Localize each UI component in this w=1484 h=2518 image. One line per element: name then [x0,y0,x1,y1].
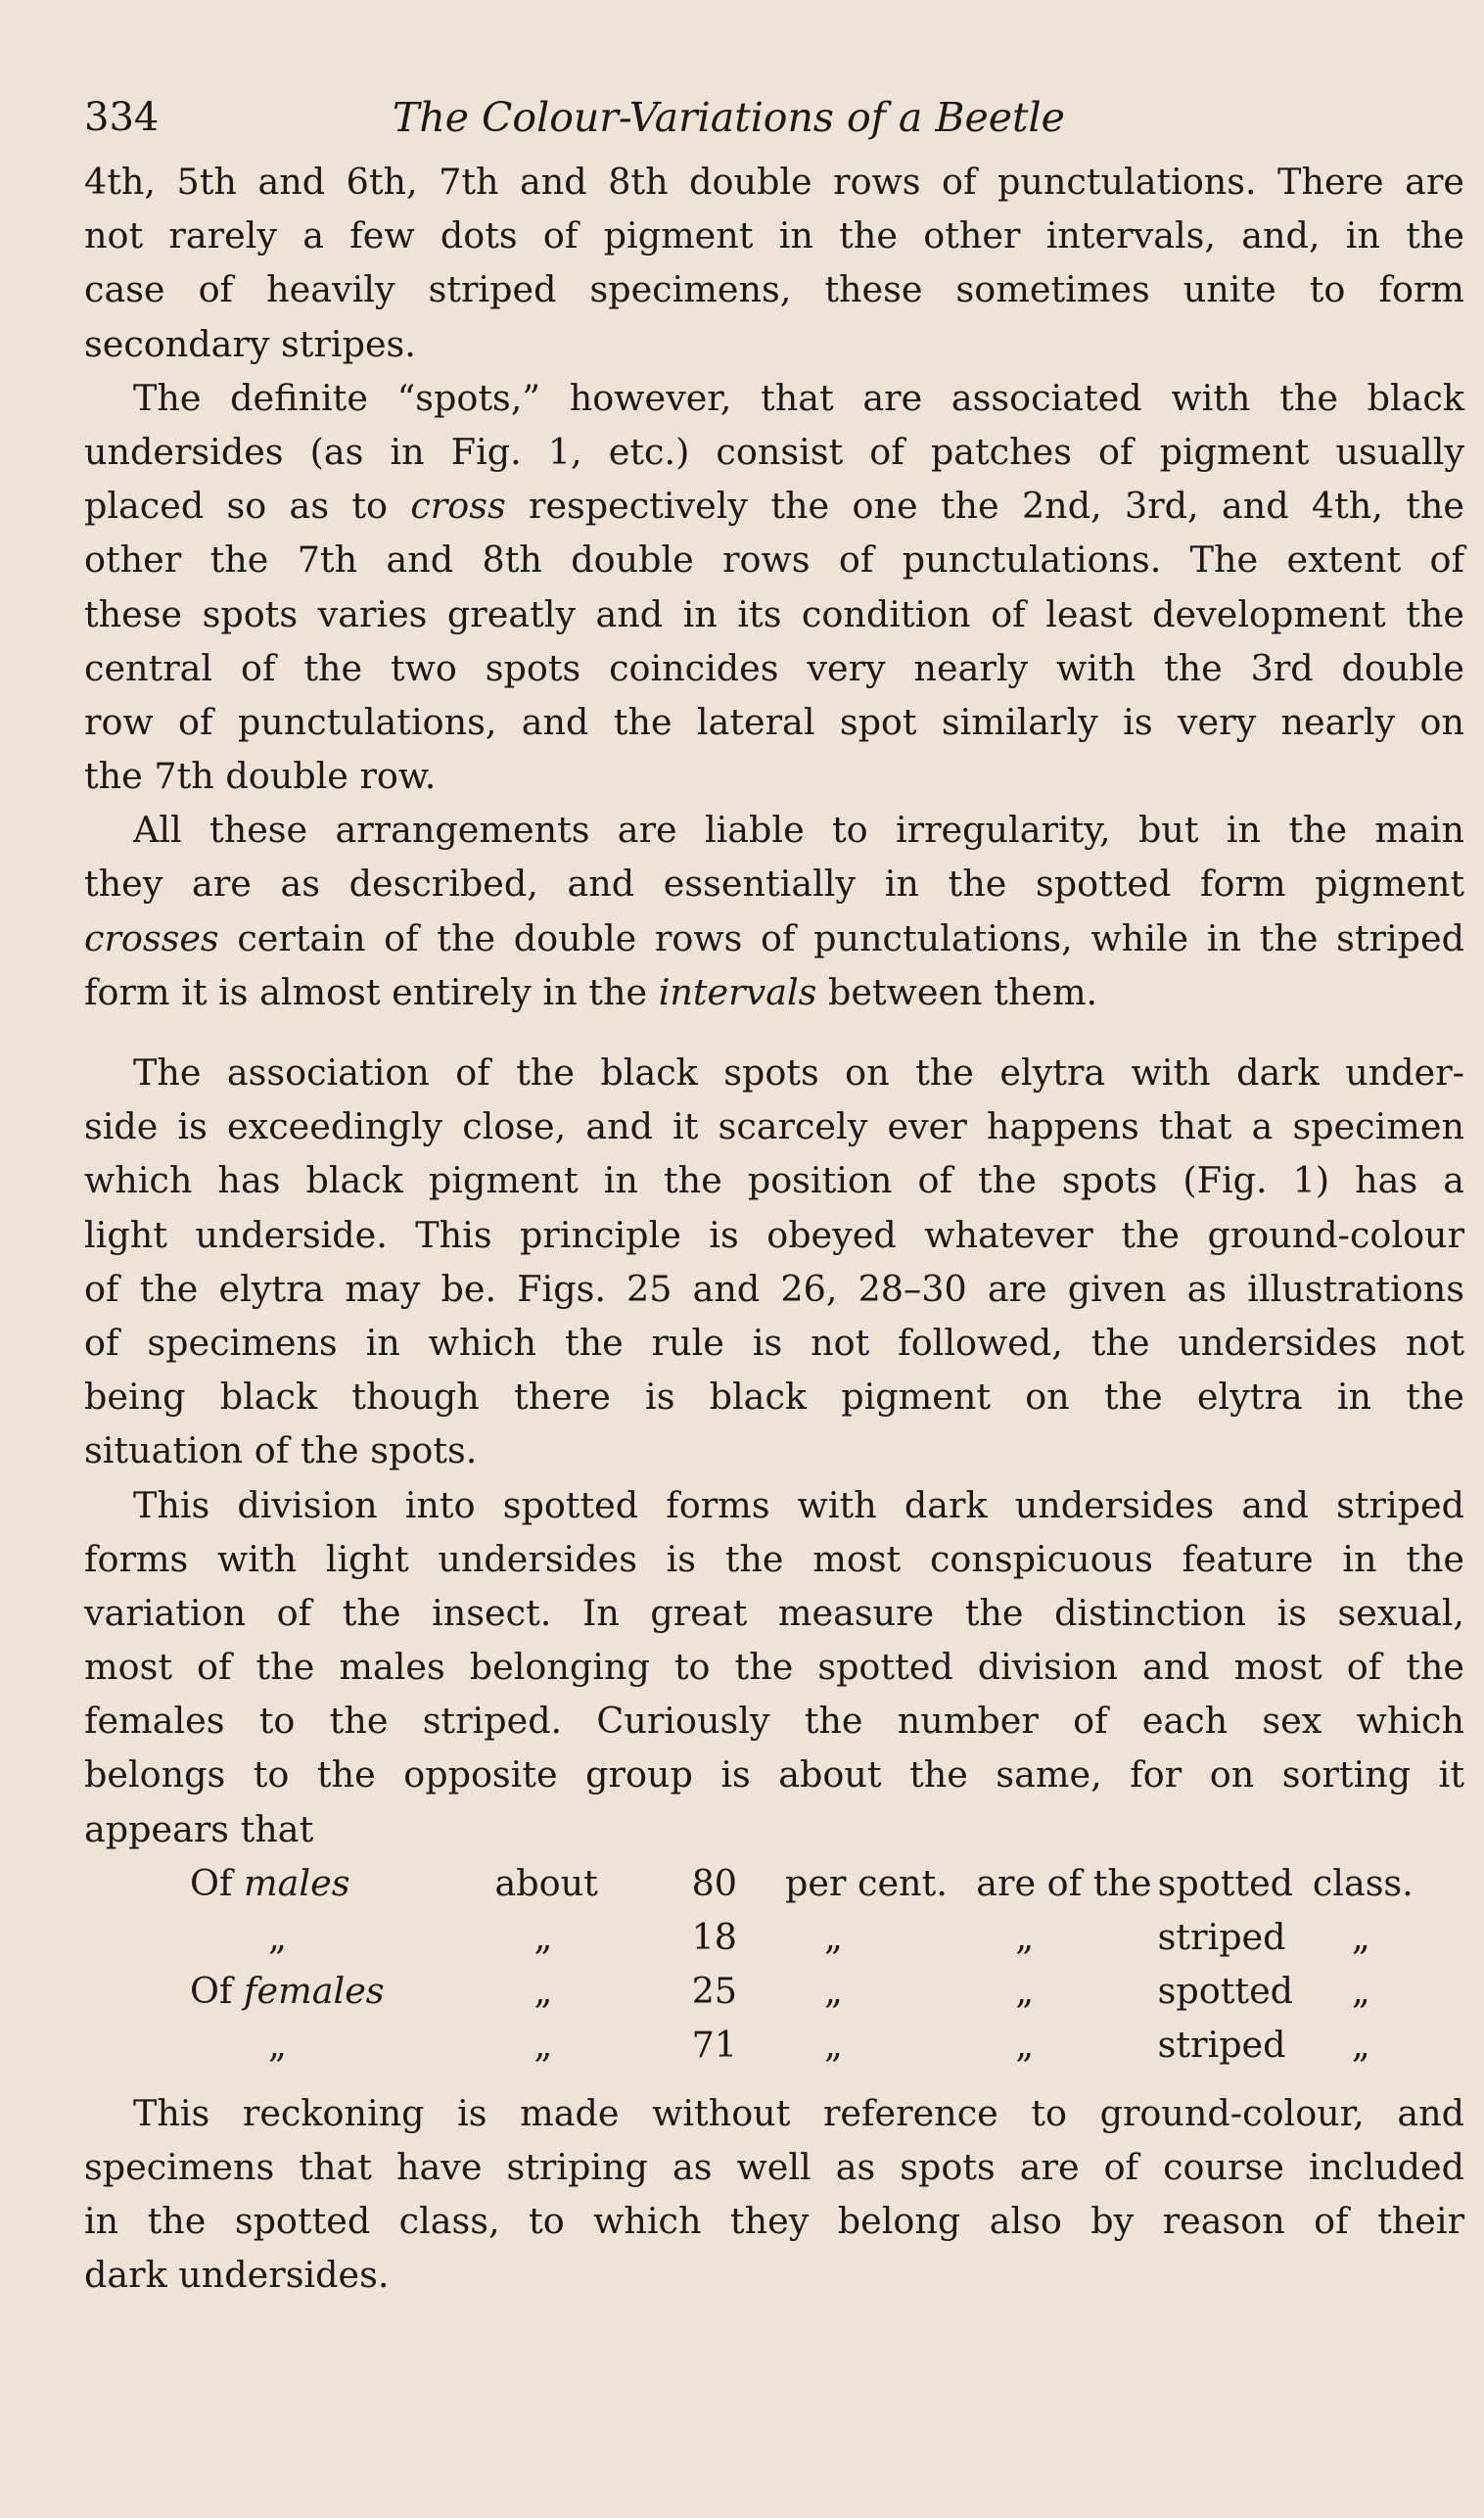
text-line: in the spotted class, to which they belong also by reason of their [84,2200,1464,2242]
table-cell: 80 [691,1861,738,1904]
table-cell: 71 [691,2024,738,2067]
text-line: not rarely a few dots of pigment in the other intervals, and, in the [84,214,1464,257]
text-run: certain of the double rows of punctulations, while in the striped [218,916,1464,959]
paragraph-division [84,1478,1464,1856]
text-line: light underside. This principle is obeyed whatever the ground-colour [84,1213,1464,1256]
text-line: appears that [84,1807,314,1850]
text-line: most of the males belonging to the spotted division and most of the [84,1646,1464,1689]
emphasis: males [244,1861,350,1904]
text-line: being black though there is black pigment on the elytra in the [84,1376,1464,1419]
text-line: of specimens in which the rule is not followed, the undersides not [84,1321,1464,1364]
table-cell: 18 [691,1916,738,1959]
text-line: central of the two spots coincides very nearly with the 3rd double [84,646,1464,689]
running-title: The Colour-Variations of a Beetle [393,94,1065,141]
emphasis: crosses [84,916,219,959]
text-line: This division into spotted forms with dark undersides and striped [133,1483,1464,1526]
text-line [84,965,1464,1019]
text-run: respectively the one the 2nd, 3rd, and 4th, the [505,485,1464,528]
paragraph-association [84,1046,1464,1478]
table-cell: „ [533,1970,553,2013]
text-line: All these arrangements are liable to irregularity, but in the main [133,809,1464,852]
paragraph-continuation [84,155,1464,371]
table-cell: are of the [976,1861,1152,1904]
paragraph-definite-spots [84,371,1464,804]
table-cell: spotted [1157,1970,1294,2013]
table-cell: „ [824,1970,843,2013]
table-cell: „ [533,2024,553,2067]
table-row [190,1964,1464,2018]
text-run: placed so as to [84,485,411,528]
text-line: The association of the black spots on the elytra with dark under- [133,1051,1464,1094]
text-run: form it is almost entirely in the [84,970,659,1013]
table-cell [190,1856,494,1910]
page-header [84,86,1464,149]
text-line: dark undersides. [84,2254,390,2297]
table-cell: „ [1015,1970,1035,2013]
table-cell: „ [824,2024,843,2067]
paragraph-reckoning [84,2086,1464,2303]
table-cell: „ [1351,2024,1370,2067]
table-cell: spotted [1157,1861,1294,1904]
table-cell: per cent. [785,1861,948,1904]
text-run: Of [190,1970,245,2013]
table-cell: striped [1157,1916,1286,1959]
table-row [190,1910,1464,1964]
table-cell: „ [1015,2024,1035,2067]
text-line: they are as described, and essentially in the spotted form pigment [84,863,1464,906]
text-line: females to the striped. Curiously the number of each sex which [84,1700,1464,1743]
text-line: row of punctulations, and the lateral spot similarly is very nearly on [84,700,1464,743]
table-cell: „ [268,1916,287,1959]
table-cell: „ [268,2024,287,2067]
text-line: side is exceedingly close, and it scarcely ever happens that a specimen [84,1105,1464,1148]
text-line: This reckoning is made without reference to ground-colour, and [133,2091,1464,2134]
text-line: 4th, 5th and 6th, 7th and 8th double rows of punctulations. There are [84,161,1464,203]
text-line [84,479,1464,533]
emphasis: cross [410,485,506,528]
text-line: the 7th double row. [84,755,437,798]
text-line: forms with light undersides is the most conspicuous feature in the [84,1537,1464,1580]
text-line: belongs to the opposite group is about the same, for on sorting it [84,1753,1464,1796]
text-line: undersides (as in Fig. 1, etc.) consist of patches of pigment usually [84,430,1464,473]
text-line: these spots varies greatly and in its condition of least development the [84,592,1464,635]
emphasis: intervals [658,970,817,1013]
page-number: 334 [84,95,160,140]
text-line: case of heavily striped specimens, these sometimes unite to form [84,268,1464,311]
text-line [84,911,1464,965]
page [84,86,1464,2302]
table-row [190,1856,1464,1910]
paragraph-arrangements [84,803,1464,1019]
table-cell: „ [533,1916,553,1959]
table-cell [190,1964,494,2018]
sex-pattern-table [190,1856,1464,2073]
emphasis: females [244,1970,385,2013]
table-cell: striped [1157,2024,1286,2067]
text-line: variation of the insect. In great measure the distinction is sexual, [84,1591,1464,1634]
table-cell: „ [1351,1970,1370,2013]
text-line: situation of the spots. [84,1429,478,1472]
table-cell: „ [1351,1916,1370,1959]
text-line: which has black pigment in the position of the spots (Fig. 1) has a [84,1159,1464,1202]
table-row [190,2018,1464,2072]
text-line: of the elytra may be. Figs. 25 and 26, 28–30 are given as illustrations [84,1267,1464,1310]
text-line: secondary stripes. [84,322,416,365]
text-line: The definite “spots,” however, that are associated with the black [133,376,1464,419]
text-run: Of [190,1861,245,1904]
text-line: specimens that have striping as well as spots are of course included [84,2145,1464,2188]
text-run: between them. [816,970,1098,1013]
table-cell: „ [824,1916,843,1959]
text-line: other the 7th and 8th double rows of punctulations. The extent of [84,538,1464,582]
table-cell: about [494,1861,598,1904]
table-cell: 25 [691,1970,738,2013]
table-cell: class. [1312,1861,1414,1904]
table-cell: „ [1015,1916,1035,1959]
